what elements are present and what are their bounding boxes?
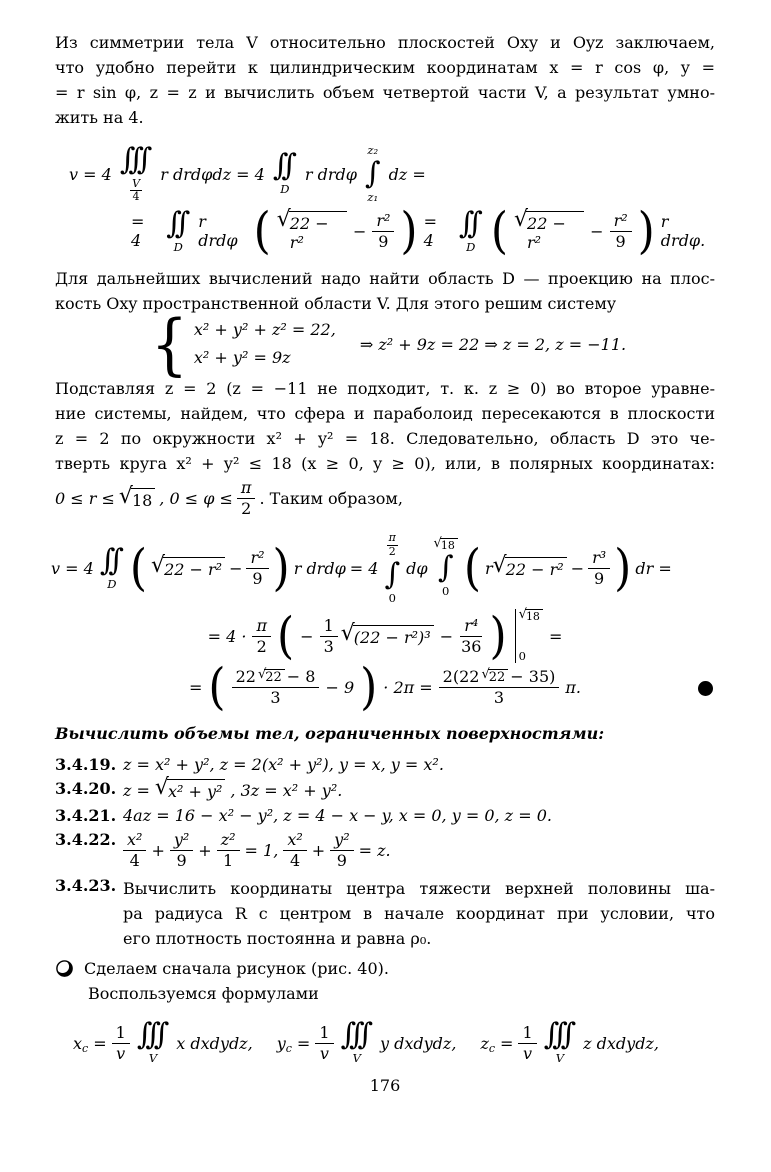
- solution-text: Воспользуемся формулами: [88, 984, 319, 1004]
- radical-icon: √: [492, 553, 507, 579]
- evaluation-upper-limit: √ 18: [519, 609, 543, 623]
- integral-lower-limit: V: [555, 1051, 565, 1066]
- integral-sign: ∫: [384, 556, 401, 592]
- text-line: жить на 4.: [55, 108, 144, 127]
- math-token: r drdφ: [304, 164, 357, 184]
- system-equation-2: x² + y² = 9z: [193, 348, 291, 368]
- paragraph-symmetry: [55, 30, 715, 130]
- solution-start-icon: [55, 959, 74, 978]
- fraction: $\frac{\text{r²}}{9}$: [372, 211, 394, 252]
- math-token: dφ: [406, 558, 428, 578]
- math-token: r drdφdz = 4: [160, 164, 265, 184]
- integral: [365, 144, 381, 205]
- math-token: v = 4: [69, 164, 112, 184]
- math-token: = 4: [423, 212, 437, 251]
- math-token: v = 4: [51, 558, 94, 578]
- problem-3-4-22: [55, 830, 715, 871]
- integral-lower-limit: z₁: [367, 189, 379, 204]
- fraction: $\frac{\text{x²}}{4}$: [283, 830, 306, 871]
- problem-statement: z = √ x² + y² , 3z = x² + y².: [123, 775, 343, 802]
- integral: [384, 531, 400, 605]
- fraction: 2(22 √ 22 − 35) 3: [439, 667, 560, 708]
- radical-icon: √: [481, 667, 490, 683]
- triple-integral-sign: ∫∫∫: [340, 1017, 366, 1053]
- fraction: $\frac{\text{y²}}{9}$: [170, 830, 193, 871]
- fraction: $\frac{\text{x²}}{4}$: [123, 830, 146, 871]
- square-root: √ 22: [258, 669, 285, 685]
- math-token: dz =: [388, 164, 426, 184]
- fraction: $\frac{\text{r²}}{9}$: [246, 548, 268, 589]
- text-line: ние системы, найдем, что сфера и параболоид пересекаются в плоскости: [55, 404, 715, 424]
- formula-evaluation-line1: [51, 531, 715, 605]
- double-integral-sign: ∫∫: [166, 205, 184, 241]
- math-token: r drdφ: [293, 558, 346, 578]
- problem-statement: Вычислить координаты центра тяжести верхней половины ша- ра радиуса R с центром в начале координат при условии, что его плотность постоянна и равна ρ₀.: [123, 879, 715, 949]
- fraction: $\frac{\pi}{2}$: [252, 616, 271, 657]
- text-token: . Таким образом,: [259, 489, 403, 509]
- radical-icon: √: [154, 775, 169, 801]
- integral-lower-limit: 0: [388, 590, 396, 605]
- problem-number: 3.4.22.: [55, 830, 117, 850]
- radical-icon: √: [151, 553, 166, 579]
- solution-text: Сделаем сначала рисунок (рис. 40).: [84, 959, 389, 979]
- right-paren: ): [614, 539, 632, 597]
- integral-lower-limit: 0: [442, 584, 450, 599]
- integral-sign: ∫: [364, 155, 381, 191]
- right-paren: ): [272, 539, 290, 597]
- math-token: −: [352, 221, 367, 241]
- equation-system: [151, 305, 715, 384]
- double-integral: [99, 542, 124, 592]
- square-root: √ x² + y²: [155, 779, 226, 801]
- integral-lower-limit: D: [173, 239, 183, 254]
- triple-integral-sign: ∫∫∫: [543, 1017, 569, 1053]
- triple-integral: [543, 1017, 576, 1066]
- left-paren: (: [208, 659, 226, 717]
- integral-upper-limit: $\frac{\pi}{2}$: [388, 531, 396, 559]
- problem-number: 3.4.23.: [55, 876, 117, 896]
- problem-3-4-21: [55, 806, 715, 825]
- math-token: r drdφ: [198, 212, 238, 251]
- square-root: √ 22 − r²: [277, 211, 347, 252]
- square-root: √ 22 − r²: [493, 557, 567, 579]
- square-root: √ 22 − r²: [514, 211, 584, 252]
- triple-integral: [136, 1017, 169, 1066]
- paragraph-substitute: [55, 376, 715, 476]
- math-token: , 0 ≤ φ ≤: [159, 489, 233, 509]
- integral-upper-limit: z₂: [367, 143, 379, 157]
- math-token: · 2π =: [383, 678, 433, 698]
- triple-integral-sign: ∫∫∫: [136, 1017, 163, 1053]
- left-paren: (: [463, 539, 482, 597]
- fraction: $\frac{\text{y²}}{9}$: [330, 830, 353, 871]
- text-line: кость Oxy пространственной области V. Для этого решим систему: [55, 294, 617, 314]
- system-conclusion: ⇒ z² + 9z = 22 ⇒ z = 2, z = −11.: [359, 334, 627, 354]
- left-paren: (: [129, 539, 148, 597]
- fraction: $\frac{\text{z²}}{1}$: [217, 830, 240, 871]
- radical-icon: √: [340, 621, 355, 647]
- text-line: тверть круга x² + y² ≤ 18 (x ≥ 0, y ≥ 0), или, в полярных координатах:: [55, 454, 715, 474]
- math-token: dr =: [635, 558, 672, 578]
- radical-icon: √: [118, 483, 133, 509]
- square-root: √ 18: [119, 488, 155, 510]
- page-number: 176: [369, 1076, 401, 1096]
- math-token: −: [300, 626, 314, 646]
- exercise-instruction: Вычислить объемы тел, ограниченных поверхностями:: [55, 724, 605, 744]
- math-token: =: [189, 678, 203, 698]
- integral-lower-limit: D: [466, 239, 476, 254]
- math-token: π.: [565, 678, 581, 698]
- triple-integral: [340, 1017, 373, 1066]
- math-token: r: [485, 558, 493, 578]
- double-integral: [458, 205, 483, 255]
- integral-lower-limit: V: [352, 1051, 361, 1066]
- radical-icon: √: [433, 535, 442, 551]
- square-root: √ (22 − r²)³: [341, 625, 434, 647]
- text-line-with-math: [55, 478, 715, 519]
- system-brace: {: [151, 305, 188, 384]
- centroid-formulas: [73, 1017, 715, 1066]
- math-token: −: [229, 558, 243, 578]
- text-line: z = 2 по окружности x² + y² = 18. Следовательно, область D это че-: [55, 429, 715, 449]
- problem-number: 3.4.20.: [55, 779, 117, 799]
- problem-statement: 4az = 16 − x² − y², z = 4 − x − y, x = 0, y = 0, z = 0.: [123, 806, 552, 826]
- text-line: Подставляя z = 2 (z = −11 не подходит, т. к. z ≥ 0) во второе уравне-: [55, 379, 715, 399]
- right-paren: ): [637, 202, 655, 260]
- double-integral-sign: ∫∫: [272, 148, 290, 184]
- centroid-formula-y: y c = $\frac{1}{v}$ ∫∫∫ V y dxdydz,: [276, 1017, 457, 1066]
- formula-evaluation-line2: [55, 609, 715, 663]
- evaluation-bar: [515, 609, 543, 663]
- integral-sign: ∫: [437, 550, 454, 586]
- radical-icon: √: [276, 206, 291, 232]
- problem-3-4-19: [55, 755, 715, 774]
- text-line: = r sin φ, z = z и вычислить объем четвертой части V, а результат умно-: [55, 83, 715, 102]
- right-paren: ): [400, 202, 418, 260]
- problem-statement: z = x² + y², z = 2(x² + y²), y = x, y = x².: [123, 755, 444, 775]
- formula-volume-line1: [69, 141, 715, 205]
- math-token: = 4: [349, 558, 379, 578]
- fraction: $\frac{1}{3}$: [320, 616, 338, 657]
- triple-integral: [119, 141, 152, 204]
- fraction: $\frac{1}{v}$: [112, 1023, 130, 1064]
- formula-evaluation-line3: [55, 659, 715, 717]
- radical-icon: √: [257, 667, 267, 683]
- math-token: 0 ≤ r ≤: [55, 489, 115, 509]
- square-root: √ 22 − r²: [151, 557, 225, 579]
- text-line: что удобно перейти к цилиндрическим координатам x = r cos φ, y =: [55, 58, 715, 77]
- math-token: −: [570, 558, 585, 578]
- integral: [433, 535, 458, 599]
- evaluation-lower-limit: 0: [518, 649, 526, 664]
- centroid-formula-x: x c = $\frac{1}{v}$ ∫∫∫ V x dxdydz,: [73, 1017, 253, 1066]
- integral-upper-limit: √ 18: [434, 538, 458, 552]
- problem-3-4-23: [55, 876, 715, 951]
- left-paren: (: [277, 607, 295, 665]
- math-token: =: [548, 626, 563, 646]
- right-paren: ): [360, 659, 378, 717]
- text-line: Для дальнейших вычислений надо найти область D — проекцию на плос-: [55, 269, 715, 289]
- left-paren: (: [490, 202, 508, 260]
- integral-lower-limit: D: [107, 576, 117, 591]
- math-token: = 4 ·: [207, 626, 247, 646]
- math-token: −: [590, 221, 604, 241]
- math-token: = 4: [131, 212, 145, 251]
- integral-lower-limit: $\frac{V}{4}$: [132, 176, 141, 204]
- problem-number: 3.4.21.: [55, 806, 117, 826]
- centroid-formula-z: z c = $\frac{1}{v}$ ∫∫∫ V z dxdydz,: [480, 1017, 659, 1066]
- fraction: 22 √ 22 − 8 3: [232, 667, 320, 708]
- system-equations: [194, 318, 336, 370]
- integral-lower-limit: D: [280, 182, 290, 197]
- fraction: $\frac{\text{r²}}{9}$: [610, 211, 632, 252]
- problem-number: 3.4.19.: [55, 755, 117, 775]
- right-paren: ): [489, 607, 507, 665]
- math-token: − 9: [325, 678, 355, 698]
- fraction: $\frac{\text{r⁴}}{36}$: [461, 615, 482, 656]
- double-integral-sign: ∫∫: [99, 542, 117, 578]
- math-token: r drdφ.: [660, 212, 706, 251]
- math-token: −: [439, 626, 454, 646]
- square-root: √ 22: [481, 669, 508, 685]
- left-paren: (: [253, 202, 271, 260]
- double-integral-sign: ∫∫: [458, 205, 476, 241]
- problem-3-4-20: [55, 775, 715, 802]
- double-integral: [166, 205, 190, 255]
- solution-start: [55, 959, 715, 978]
- fraction: $\frac{1}{v}$: [315, 1023, 333, 1064]
- radical-icon: √: [518, 607, 527, 623]
- system-equation-1: x² + y² + z² = 22,: [193, 320, 336, 340]
- formula-volume-line2: [131, 202, 715, 260]
- double-integral: [272, 148, 297, 197]
- text-line: Из симметрии тела V относительно плоскостей Oxy и Oyz заключаем,: [55, 33, 715, 52]
- fraction: $\frac{1}{v}$: [518, 1023, 536, 1064]
- problem-statement: $\frac{\text{x²}}{4}$ + $\frac{\text{y²}}{9}$ + $\frac{\text{z²}}{1}$ = 1, $\frac{\text{x²}}{4}$ + $\frac{\text{y²}}{9}$ = z.: [123, 830, 391, 871]
- radical-icon: √: [513, 206, 529, 232]
- integral-lower-limit: V: [148, 1051, 158, 1066]
- solution-end-icon: [698, 681, 713, 696]
- fraction: $\frac{\pi}{2}$: [237, 478, 256, 519]
- fraction: $\frac{\text{r³}}{9}$: [588, 548, 610, 589]
- triple-integral-sign: ∫∫∫: [119, 141, 146, 177]
